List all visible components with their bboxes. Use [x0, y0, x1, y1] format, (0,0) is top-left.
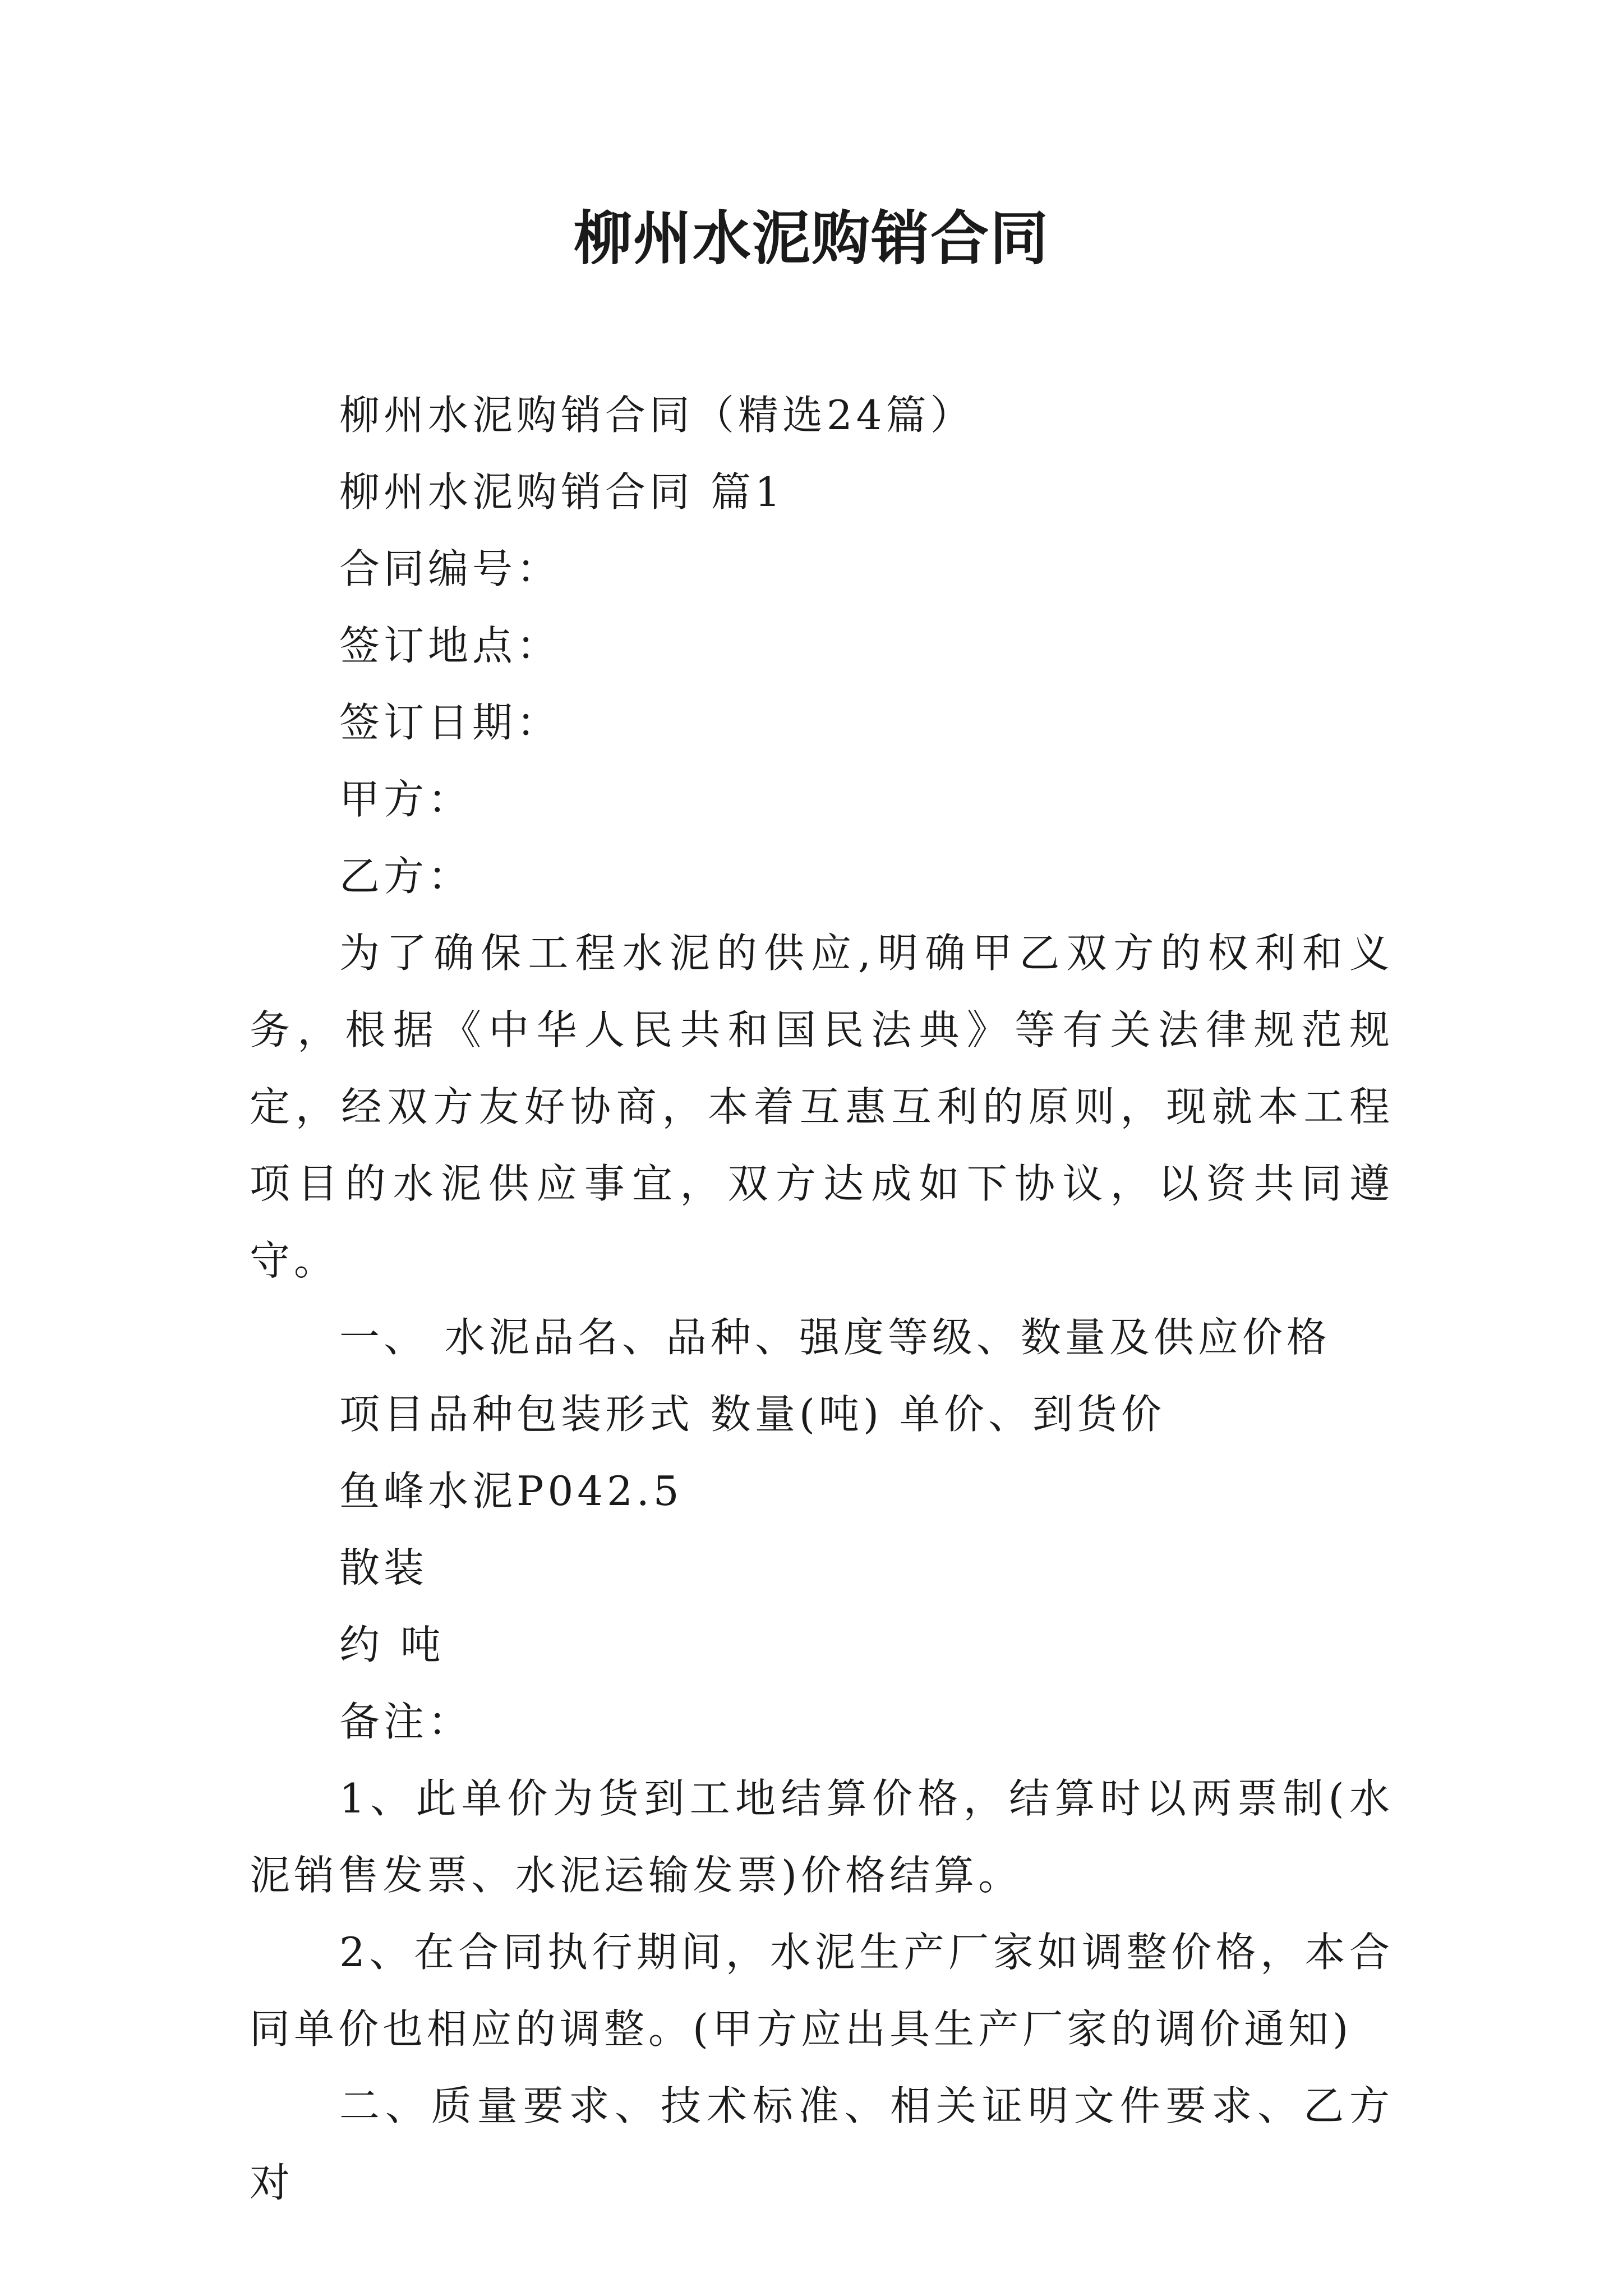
- field-signing-place: 签订地点：: [339, 622, 561, 669]
- paragraph-section-heading: 柳州水泥购销合同 篇1: [339, 468, 785, 516]
- field-contract-number: 合同编号：: [339, 545, 561, 592]
- note-one: 1、此单价为货到工地结算价格，结算时以两票制(水泥销售发票、水泥运输发票)价格结算。: [250, 1775, 1394, 1899]
- field-party-b: 乙方：: [339, 853, 473, 900]
- document-title: 柳州水泥购销合同: [573, 204, 1049, 273]
- paragraph-subtitle: 柳州水泥购销合同（精选24篇）: [339, 392, 975, 439]
- document-body: [250, 377, 1394, 2221]
- clause-one-heading: 一、 水泥品名、品种、强度等级、数量及供应价格: [339, 1314, 1331, 1361]
- packaging-type: 散装: [339, 1544, 428, 1591]
- quantity-line: 约 吨: [339, 1621, 445, 1668]
- field-signing-date: 签订日期：: [339, 699, 561, 746]
- field-party-a: 甲方：: [339, 776, 473, 823]
- clause-two-heading: 二、质量要求、技术标准、相关证明文件要求、乙方对: [250, 2082, 1394, 2206]
- product-name: 鱼峰水泥P042.5: [339, 1467, 683, 1515]
- paragraph-preamble: 为了确保工程水泥的供应,明确甲乙双方的权利和义务，根据《中华人民共和国民法典》等有关法律规范规定，经双方友好协商，本着互惠互利的原则，现就本工程项目的水泥供应事宜，双方达成如下协议，以资共同遵守。: [250, 930, 1394, 1284]
- table-header-line: 项目品种包装形式 数量(吨) 单价、到货价: [339, 1391, 1165, 1438]
- note-two: 2、在合同执行期间，水泥生产厂家如调整价格，本合同单价也相应的调整。(甲方应出具生产厂家的调价通知): [250, 1929, 1394, 2053]
- notes-label: 备注：: [339, 1698, 473, 1745]
